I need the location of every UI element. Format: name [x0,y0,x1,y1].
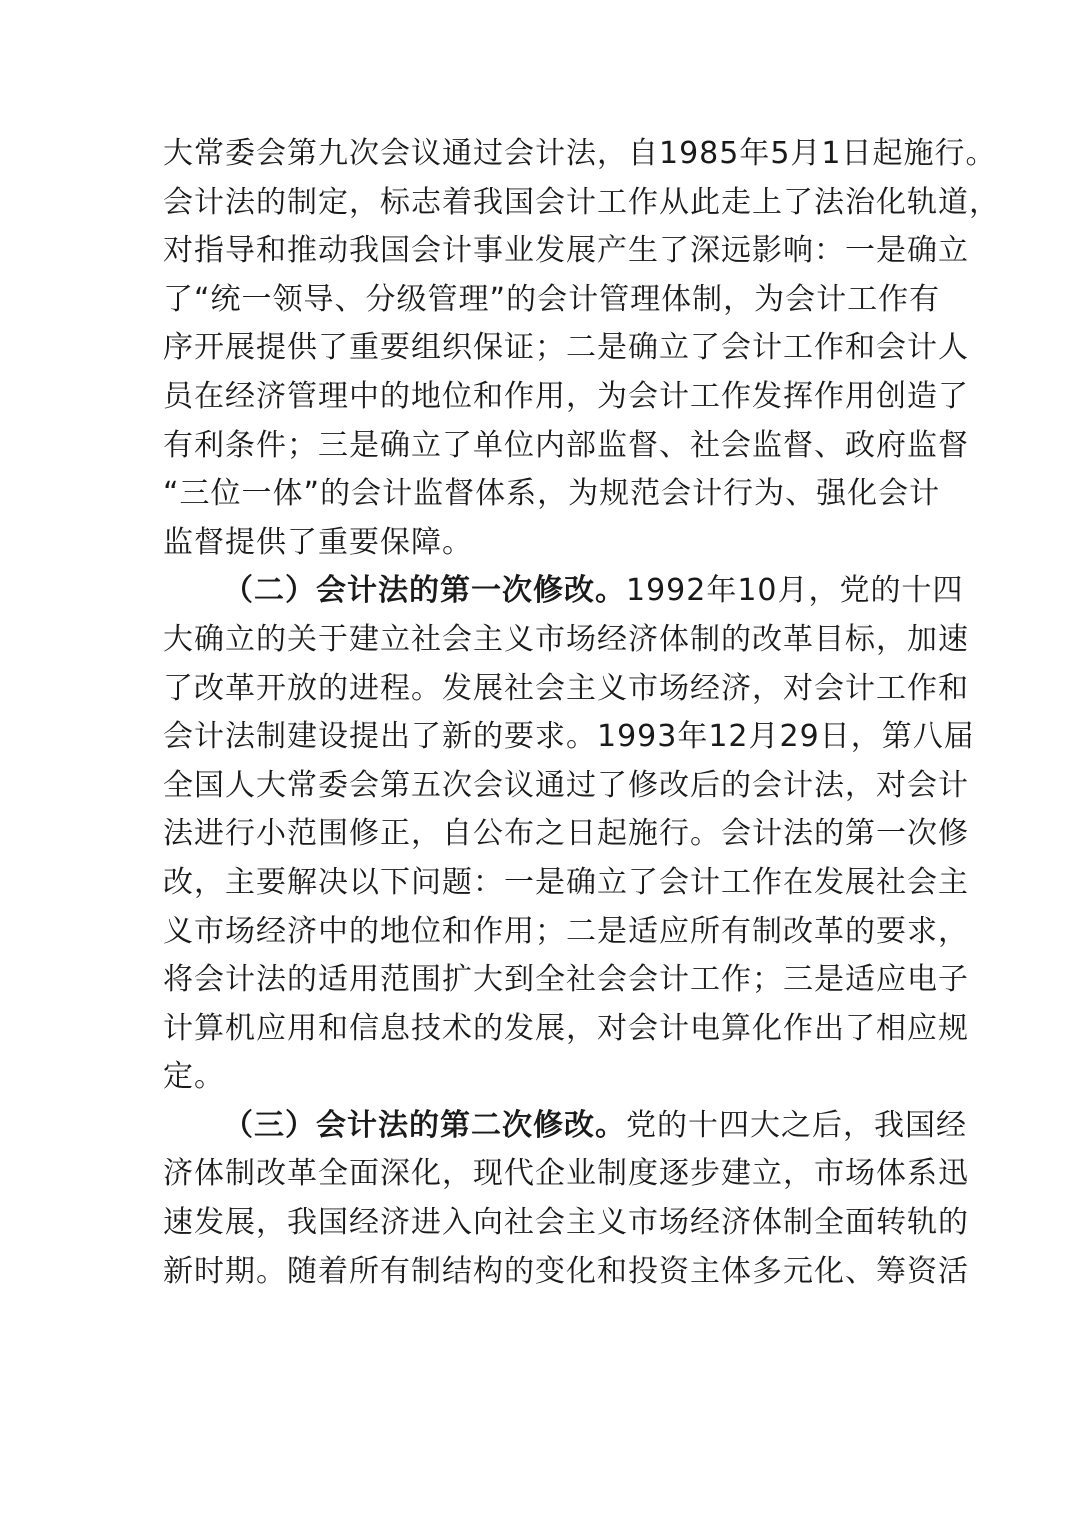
paragraph-line: 有利条件；三是确立了单位内部监督、社会监督、政府监督 [163,427,969,463]
paragraph-line: 新时期。随着所有制结构的变化和投资主体多元化、筹资活 [163,1253,969,1289]
paragraph-line: 会计法的制定，标志着我国会计工作从此走上了法治化轨道， [163,184,1000,220]
section-3-heading: （三）会计法的第二次修改。 [223,1107,626,1143]
paragraph-line: 序开展提供了重要组织保证；二是确立了会计工作和会计人 [163,330,969,366]
paragraph-line: 了改革开放的进程。发展社会主义市场经济，对会计工作和 [163,670,969,706]
paragraph-line: 速发展，我国经济进入向社会主义市场经济体制全面转轨的 [163,1205,969,1241]
paragraph-line: 全国人大常委会第五次会议通过了修改后的会计法，对会计 [163,767,969,803]
document-body [163,130,1000,1296]
section-3-first-line-text: 党的十四大之后，我国经 [626,1107,967,1143]
paragraph-line: 对指导和推动我国会计事业发展产生了深远影响：一是确立 [163,233,969,269]
section-2-heading: （二）会计法的第一次修改。 [223,573,626,609]
paragraph-line: 济体制改革全面深化，现代企业制度逐步建立，市场体系迅 [163,1156,969,1192]
section-3-first-line [163,1102,967,1151]
paragraph-line: “三位一体”的会计监督体系，为规范会计行为、强化会计 [163,476,941,512]
paragraph-line: 员在经济管理中的地位和作用，为会计工作发挥作用创造了 [163,378,969,414]
paragraph-line: 将会计法的适用范围扩大到全社会会计工作；三是适应电子 [163,962,969,998]
paragraph-line: 监督提供了重要保障。 [163,524,473,560]
section-2-first-line [163,567,964,616]
paragraph-line: 改，主要解决以下问题：一是确立了会计工作在发展社会主 [163,864,969,900]
paragraph-line: 计算机应用和信息技术的发展，对会计电算化作出了相应规 [163,1010,969,1046]
paragraph-line: 大确立的关于建立社会主义市场经济体制的改革目标，加速 [163,621,969,657]
paragraph-line: 义市场经济中的地位和作用；二是适应所有制改革的要求， [163,913,969,949]
paragraph-line: 会计法制建设提出了新的要求。1993年12月29日，第八届 [163,719,975,755]
paragraph-line: 了“统一领导、分级管理”的会计管理体制，为会计工作有 [163,281,941,317]
paragraph-line: 定。 [163,1059,225,1095]
section-2-first-line-text: 1992年10月，党的十四 [626,573,964,609]
paragraph-line: 法进行小范围修正，自公布之日起施行。会计法的第一次修 [163,816,969,852]
paragraph-line: 大常委会第九次会议通过会计法，自1985年5月1日起施行。 [163,136,997,171]
